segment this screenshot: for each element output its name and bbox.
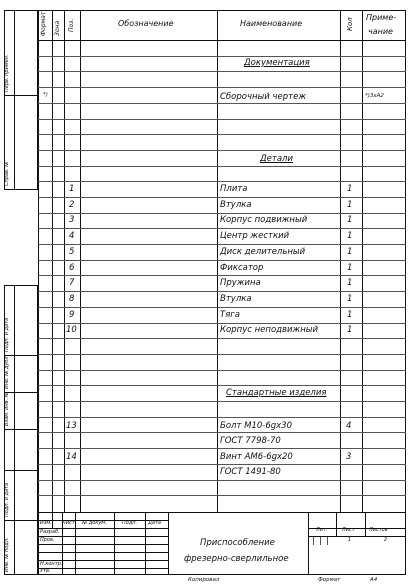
std-qty-13: 4 xyxy=(346,421,352,431)
side-label-ref-no: Справ. № xyxy=(4,161,10,186)
section-details: Детали xyxy=(260,154,293,164)
detail-pos: 1 xyxy=(69,184,75,194)
detail-qty: 1 xyxy=(347,278,353,288)
tb-col-izm: Изм. xyxy=(40,520,52,526)
row-line xyxy=(38,495,406,496)
tb-title-1: Приспособление xyxy=(200,538,275,548)
detail-name: Диск делительный xyxy=(220,247,306,257)
detail-pos: 2 xyxy=(69,200,75,210)
side-label-sign-date-1: Подп. и дата xyxy=(4,317,10,352)
row-line xyxy=(38,323,406,324)
header-qty: Кол xyxy=(346,17,354,31)
tb-lit: Лит. xyxy=(316,527,328,533)
header-pos: Поз. xyxy=(68,18,75,32)
header-name: Наименование xyxy=(240,19,303,28)
side-label-inv-replace: Взам. инв. № xyxy=(4,392,10,426)
std-pos-13: 13 xyxy=(66,421,77,431)
row-line xyxy=(38,71,406,72)
row-line xyxy=(38,448,406,449)
row-line xyxy=(38,401,406,402)
tb-col-sign: Подп. xyxy=(122,520,138,526)
detail-qty: 1 xyxy=(347,200,353,210)
section-standard: Стандартные изделия xyxy=(226,388,327,398)
section-documentation: Документация xyxy=(244,58,310,68)
detail-qty: 1 xyxy=(347,215,353,225)
std-pos-14: 14 xyxy=(66,452,77,462)
tb-role-dev: Разраб. xyxy=(40,529,60,535)
tb-role-approve: Утв. xyxy=(40,568,51,574)
row-line xyxy=(38,56,406,57)
row-line xyxy=(38,134,406,135)
std-qty-14: 3 xyxy=(346,452,352,462)
detail-name: Втулка xyxy=(220,200,252,210)
std-name-14-b: ГОСТ 1491-80 xyxy=(220,467,281,477)
std-name-13-b: ГОСТ 7798-70 xyxy=(220,436,281,446)
detail-pos: 5 xyxy=(69,247,75,257)
tb-col-doc: № докум. xyxy=(82,520,107,526)
detail-qty: 1 xyxy=(347,310,353,320)
doc-note: *)3хА2 xyxy=(365,93,384,99)
footer-format: Формат xyxy=(318,577,341,583)
detail-name: Корпус неподвижный xyxy=(220,325,318,335)
detail-pos: 7 xyxy=(69,278,75,288)
detail-qty: 1 xyxy=(347,263,353,273)
detail-pos: 6 xyxy=(69,263,75,273)
detail-qty: 1 xyxy=(347,184,353,194)
std-name-14-a: Винт АМ6-6gх20 xyxy=(220,452,293,462)
side-label-inv-orig: Инв. № подл. xyxy=(4,537,10,572)
footer-format-value: А4 xyxy=(370,577,378,583)
header-designation: Обозначение xyxy=(118,19,174,28)
row-line xyxy=(38,291,406,292)
detail-name: Плита xyxy=(220,184,248,194)
row-line xyxy=(38,385,406,386)
row-line xyxy=(38,150,406,151)
detail-qty: 1 xyxy=(347,247,353,257)
tb-sheets: Листов xyxy=(369,527,388,533)
header-note-2: чание xyxy=(368,27,393,36)
header-note-1: Приме- xyxy=(366,13,397,22)
detail-name: Втулка xyxy=(220,294,252,304)
row-line xyxy=(38,417,406,418)
detail-name: Корпус подвижный xyxy=(220,215,308,225)
doc-format: *) xyxy=(43,92,48,98)
tb-sheets-no: 2 xyxy=(384,537,388,543)
tb-col-list: Лист xyxy=(62,520,75,526)
tb-role-ncontrol: Н.контр. xyxy=(40,561,63,567)
detail-pos: 4 xyxy=(69,231,75,241)
detail-pos: 10 xyxy=(66,325,77,335)
footer-copied: Копировал xyxy=(188,577,220,583)
row-line xyxy=(38,87,406,88)
detail-name: Фиксатор xyxy=(220,263,264,273)
tb-title-2: фрезерно-сверлильное xyxy=(184,554,289,564)
row-line xyxy=(38,213,406,214)
row-line xyxy=(38,275,406,276)
side-label-first-use: Перв. примен. xyxy=(4,54,10,92)
row-line xyxy=(38,354,406,355)
row-line xyxy=(38,370,406,371)
row-line xyxy=(38,338,406,339)
row-line xyxy=(38,307,406,308)
row-line xyxy=(38,432,406,433)
doc-name: Сборочный чертеж xyxy=(220,92,306,102)
header-zone: Зона xyxy=(54,20,61,36)
tb-sheet-no: 1 xyxy=(348,537,352,543)
row-line xyxy=(38,480,406,481)
row-line xyxy=(38,228,406,229)
tb-col-date: Дата xyxy=(148,520,161,526)
detail-qty: 1 xyxy=(347,325,353,335)
detail-pos: 8 xyxy=(69,294,75,304)
std-name-13-a: Болт М10-6gх30 xyxy=(220,421,292,431)
side-label-sign-date-2: Подп. и дата xyxy=(4,482,10,517)
row-line xyxy=(38,197,406,198)
detail-pos: 9 xyxy=(69,310,75,320)
row-line xyxy=(38,166,406,167)
detail-name: Центр жесткий xyxy=(220,231,290,241)
tb-role-check: Пров. xyxy=(40,537,55,543)
row-line xyxy=(38,244,406,245)
row-line xyxy=(38,181,406,182)
detail-name: Тяга xyxy=(220,310,240,320)
side-label-inv-dub: Инв. № дубл. xyxy=(4,354,10,389)
header-format: Формат xyxy=(40,11,47,36)
row-line xyxy=(38,103,406,104)
row-line xyxy=(38,464,406,465)
row-line xyxy=(38,119,406,120)
row-line xyxy=(38,260,406,261)
tb-sheet: Лист xyxy=(342,527,355,533)
detail-pos: 3 xyxy=(69,215,75,225)
detail-qty: 1 xyxy=(347,294,353,304)
detail-name: Пружина xyxy=(220,278,261,288)
detail-qty: 1 xyxy=(347,231,353,241)
